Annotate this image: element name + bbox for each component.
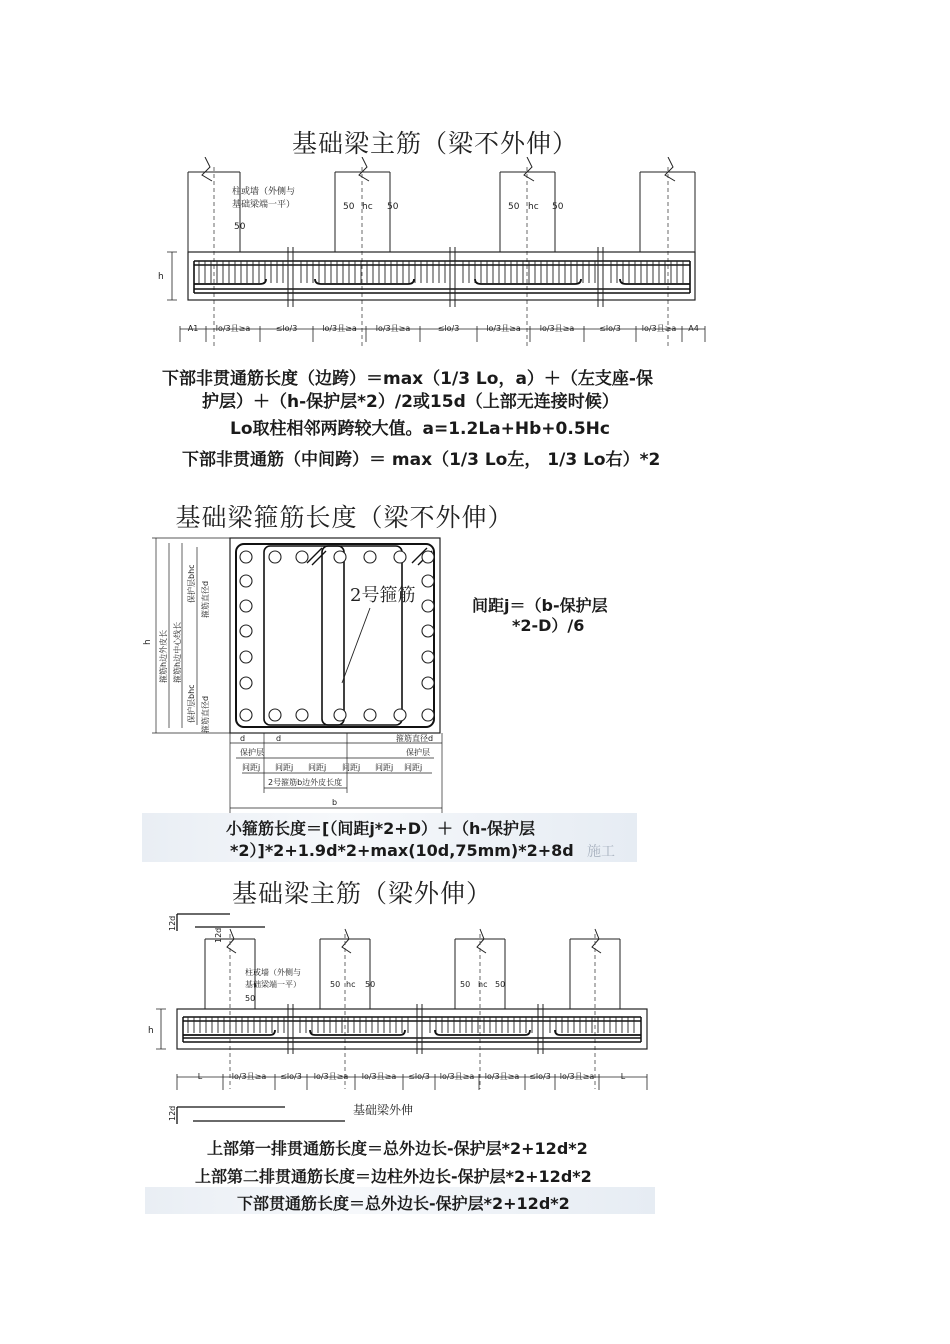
formula-1b: 护层）＋（h-保护层*2）/2或15d（上部无连接时候） [202,392,619,412]
dim-50-j: 50 [495,980,506,989]
span-label: lo/3且≥a [231,1072,267,1081]
span-label: L [620,1072,626,1081]
rebar-circle [422,677,434,689]
spacing-j-4: 间距j [342,763,361,772]
rebar-circle [422,600,434,612]
span-label: ≤lo/3 [408,1072,430,1081]
panel-beam-stirrup-length [142,488,637,862]
small-stirrup-formula-1: 小箍筋长度＝[（间距j*2+D）＋（h-保护层 [226,819,536,838]
side-label-2: 保护层bhc [187,564,196,603]
rebar-circle [269,551,281,563]
rebar-circle [334,551,346,563]
rebar-circle [422,551,434,563]
span-label: ≤lo/3 [529,1072,551,1081]
side-label-4: 保护层bhc [187,684,196,723]
panel3-formula-3: 下部贯通筋长度＝总外边长-保护层*2+12d*2 [237,1194,570,1213]
watermark: 施工 [587,844,615,860]
span-label: lo/3且≥a [375,324,411,333]
span-label: lo/3且≥a [484,1072,520,1081]
span-label: lo/3且≥a [559,1072,595,1081]
spacing-j-6: 间距j [404,763,423,772]
stirrup-2-b-length: 2号箍筋b边外皮长度 [268,778,343,787]
bottom-stirrup-d: 箍筋直径d [396,734,434,743]
stirrup-2-label: 2号箍筋 [350,585,416,606]
rebar-circle [394,709,406,721]
dim-50-b: 50 [343,202,355,212]
span-label: A1 [187,324,199,333]
rebar-circle [422,575,434,587]
rebar-circle [422,625,434,637]
spacing-j-2: 间距j [275,763,294,772]
ext-label: 基础梁外伸 [353,1103,414,1117]
bottom-d-1: d [240,734,246,743]
hc-b: hc [528,202,539,212]
hc-a: hc [362,202,373,212]
rebar-circle [240,677,252,689]
span-label: lo/3且≥a [439,1072,475,1081]
dim-50-c: 50 [387,202,399,212]
span-label: A4 [688,324,699,333]
rebar-circle [240,651,252,663]
side-label-1: 箍筋h边中心线长 [173,621,182,683]
rebar-circle [394,551,406,563]
rebar-circle [240,625,252,637]
panel2-title: 基础梁箍筋长度（梁不外伸） [175,503,514,532]
hc-d: hc [478,980,488,989]
dim-50-f: 50 [245,994,256,1003]
rebar-circle [422,709,434,721]
rebar-circle [364,551,376,563]
span-label: lo/3且≥a [215,324,251,333]
bottom-cover-2: 保护层 [406,748,430,757]
rebar-circle [296,551,308,563]
dim-50-e: 50 [552,202,564,212]
b-label: b [332,798,338,807]
formula-3: 下部非贯通筋（中间跨）＝ max（1/3 Lo左， 1/3 Lo右）*2 [182,450,661,470]
rebar-circle [240,709,252,721]
spacing-j-3: 间距j [308,763,327,772]
dim-50-d: 50 [508,202,520,212]
side-label-3: 箍筋直径d [201,580,210,618]
rebar-circle [240,551,252,563]
rebar-circle [296,709,308,721]
span-label: lo/3且≥a [641,324,677,333]
panel1-title: 基础梁主筋（梁不外伸） [291,129,578,158]
panel-beam-main-rebar-no-extension [150,112,720,482]
side-label-0: 箍筋h边外皮长 [159,629,168,683]
dim-12d-top-a: 12d [168,915,177,931]
col-note-1: 柱或墙（外侧与 [232,187,296,197]
span-label: lo/3且≥a [322,324,357,333]
formula-2: Lo取柱相邻两跨较大值。a=1.2La+Hb+0.5Hc [230,419,610,439]
stirrup-diagram [142,533,637,853]
span-label: ≤lo/3 [275,324,298,333]
span-label: ≤lo/3 [437,324,460,333]
side-label-5: 箍筋直径d [201,695,210,733]
spacing-j-5: 间距j [375,763,394,772]
formula-1a: 下部非贯通筋长度（边跨）＝max（1/3 Lo，a）＋（左支座-保 [162,369,653,389]
panel1-h-label: h [158,272,164,282]
dim-50-i: 50 [460,980,471,989]
spacing-formula-1: 间距j＝（b-保护层 [472,596,608,615]
bottom-d-2: d [276,734,282,743]
dim-12d-bottom: 12d [168,1105,177,1121]
rebar-circle [240,575,252,587]
rebar-circle [334,709,346,721]
rebar-circle [422,651,434,663]
beam-diagram-3 [145,909,655,1129]
panel3-title: 基础梁主筋（梁外伸） [231,879,492,908]
beam-diagram-1 [150,157,720,397]
panel3-formula-2: 上部第二排贯通筋长度＝边柱外边长-保护层*2+12d*2 [195,1167,592,1186]
bottom-cover-1: 保护层 [240,748,264,757]
rebar-circle [240,600,252,612]
dim-50-h: 50 [365,980,376,989]
rebar-circle [269,709,281,721]
spacing-formula-2: *2-D）/6 [512,616,585,635]
hc-c: hc [346,980,356,989]
h-label-2: h [143,639,153,645]
rebar-circle [364,709,376,721]
col-note-3b: 基础梁端一平） [245,980,301,989]
small-stirrup-formula-2: *2）]*2+1.9d*2+max(10d,75mm)*2+8d [230,841,574,860]
span-label: lo/3且≥a [539,324,575,333]
dim-50-a: 50 [234,222,246,232]
span-label: lo/3且≥a [486,324,521,333]
col-note-3a: 柱或墙（外侧与 [245,968,301,977]
dim-12d-top-b: 12d [214,927,223,943]
panel3-formula-1: 上部第一排贯通筋长度＝总外边长-保护层*2+12d*2 [207,1139,588,1158]
span-label: lo/3且≥a [361,1072,397,1081]
dim-50-g: 50 [330,980,341,989]
span-label: L [197,1072,203,1081]
span-label: lo/3且≥a [313,1072,349,1081]
panel3-h-label: h [148,1026,154,1036]
col-note-2: 基础梁端一平） [232,200,296,210]
span-label: ≤lo/3 [280,1072,302,1081]
spacing-j-1: 间距j [242,763,261,772]
panel-beam-main-rebar-extension [145,864,655,1214]
span-label: ≤lo/3 [599,324,621,333]
